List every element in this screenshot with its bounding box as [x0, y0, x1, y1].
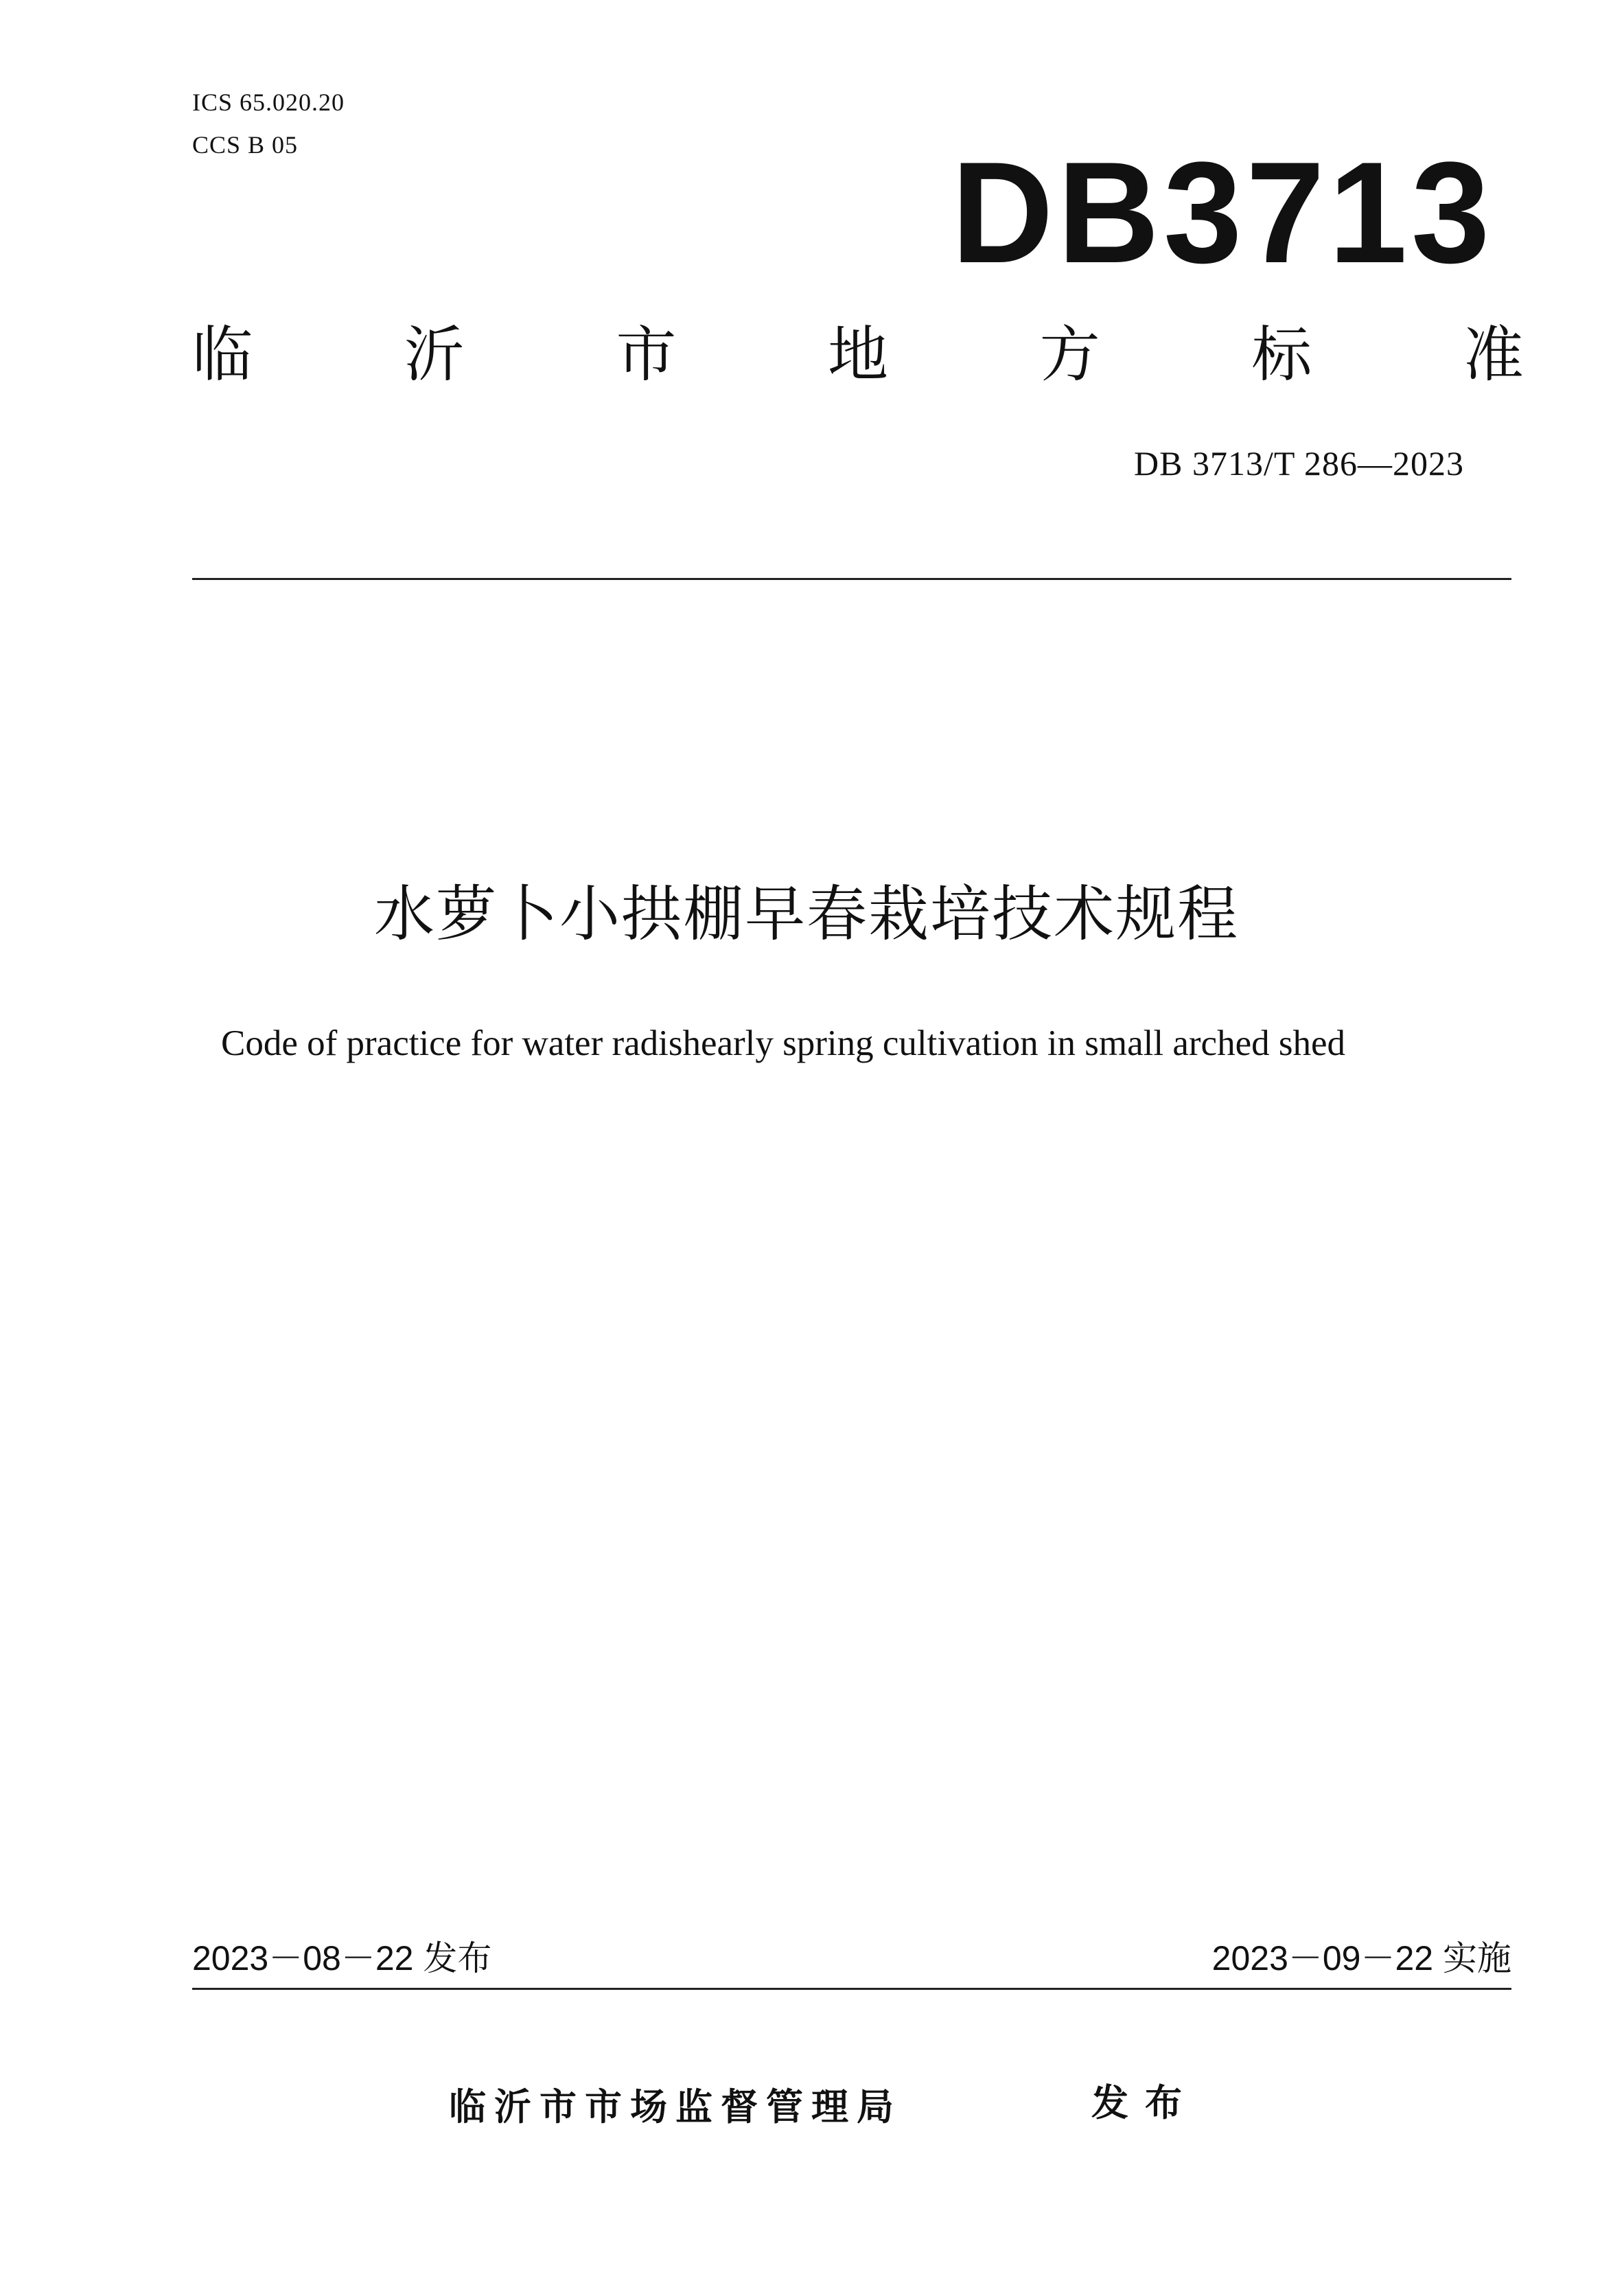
title-english: Code of practice for water radishearly spring cultivation in small arched shed [221, 1023, 1346, 1063]
standard-type-char: 准 [1463, 319, 1524, 390]
publisher-name: 临沂市市场监督管理局 [449, 2085, 902, 2129]
standard-type-char: 市 [616, 319, 677, 390]
ccs-code: CCS B 05 [192, 131, 299, 159]
standard-type-char: 地 [827, 319, 888, 390]
standard-number: DB 3713/T 286—2023 [1134, 444, 1464, 483]
title-chinese-block [0, 873, 1624, 955]
standard-type-heading [192, 317, 1524, 393]
ics-code: ICS 65.020.20 [192, 89, 345, 116]
standard-code-logo: DB3713 [951, 132, 1494, 293]
standard-type-char: 沂 [404, 319, 465, 390]
bottom-divider [192, 1988, 1511, 1990]
implementation-date: 2023－09－22 实施 [1211, 1939, 1511, 1978]
standard-type-char: 标 [1251, 319, 1312, 390]
top-divider [192, 578, 1511, 580]
standard-type-char: 方 [1039, 319, 1100, 390]
classification-codes [192, 81, 345, 166]
standard-type-char: 临 [192, 319, 253, 390]
title-chinese: 水萝卜小拱棚早春栽培技术规程 [373, 879, 1239, 949]
publisher-action: 发布 [1091, 2081, 1198, 2124]
issue-date: 2023－08－22 发布 [192, 1939, 492, 1978]
